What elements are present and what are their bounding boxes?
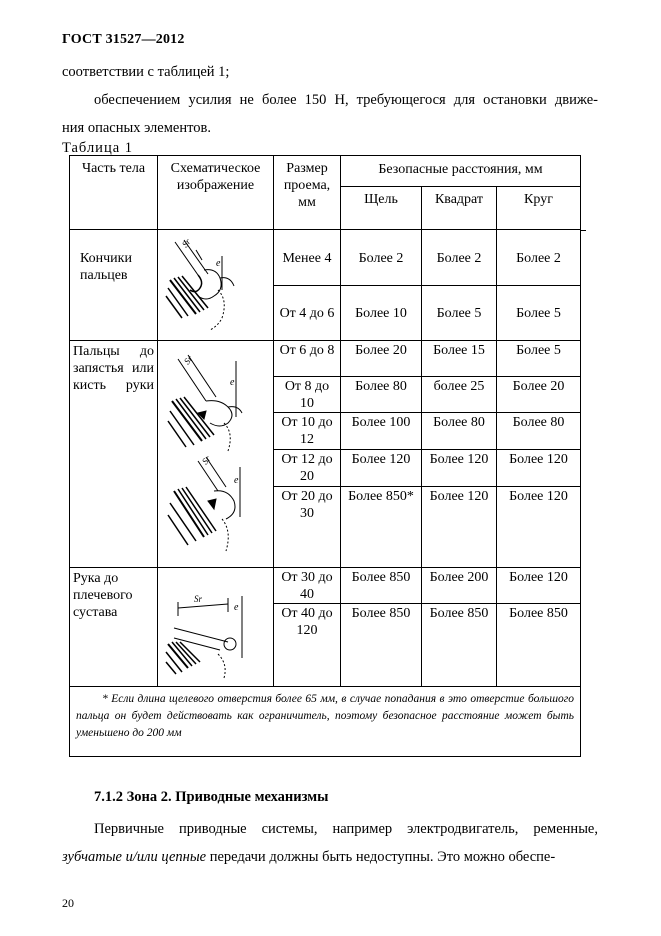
slot-cell: Более 80 (341, 377, 422, 413)
circle-cell: Более 120 (497, 450, 581, 486)
slot-cell: Более 20 (341, 341, 422, 377)
paragraph-line (62, 843, 598, 871)
header-scheme: Схематическое изображение (158, 156, 274, 230)
table-rule-extension (580, 230, 586, 231)
slot-cell: Более 120 (341, 450, 422, 486)
circle-cell: Более 2 (497, 230, 581, 286)
footnote-text: * Если длина щелевого отверстия более 65 мм, в случае попадания в это отверстие большого пальца он будет действовать как ограничитель, поэтому безопасное расстояние может быть уменьшено до 200 мм (76, 693, 575, 739)
square-cell: Более 120 (422, 486, 497, 567)
safety-distance-table (69, 155, 581, 757)
page-number: 20 (62, 896, 74, 910)
size-cell: От 20 до 30 (274, 486, 341, 567)
slot-cell: Более 850* (341, 486, 422, 567)
slot-cell: Более 850 (341, 604, 422, 687)
fig-label-e: e (234, 475, 239, 486)
size-cell: От 4 до 6 (274, 286, 341, 341)
square-cell: Более 200 (422, 568, 497, 604)
body-part-hand: Пальцы до запястья или кисть руки (70, 341, 158, 568)
header-square: Квадрат (422, 187, 497, 230)
circle-cell: Более 120 (497, 568, 581, 604)
paragraph-line: ния опасных элементов. (62, 120, 211, 136)
circle-cell: Более 20 (497, 377, 581, 413)
square-cell: Более 2 (422, 230, 497, 286)
size-cell: От 30 до 40 (274, 568, 341, 604)
square-cell: Более 5 (422, 286, 497, 341)
size-cell: От 40 до 120 (274, 604, 341, 687)
circle-cell: Более 120 (497, 486, 581, 567)
fingertip-scheme-icon (158, 230, 274, 338)
size-cell: От 6 до 8 (274, 341, 341, 377)
paragraph-line: обеспечением усилия не более 150 Н, требующегося для остановки движе- (94, 92, 598, 108)
circle-cell: Более 5 (497, 341, 581, 377)
paragraph-text: передачи должны быть недоступны. Это можно обеспе- (206, 849, 556, 865)
square-cell: Более 120 (422, 450, 497, 486)
table-caption: Таблица 1 (62, 140, 134, 156)
table-footnote (70, 687, 581, 757)
fig-label-e: e (230, 377, 235, 388)
circle-cell: Более 5 (497, 286, 581, 341)
fig-cell (158, 341, 274, 568)
document-header: ГОСТ 31527—2012 (62, 32, 185, 47)
arm-scheme-icon (158, 568, 274, 686)
square-cell: более 25 (422, 377, 497, 413)
square-cell: Более 15 (422, 341, 497, 377)
fig-label-sr: Sr (194, 594, 203, 604)
fig-label-e: e (234, 602, 239, 613)
header-slot: Щель (341, 187, 422, 230)
fig-cell (158, 230, 274, 341)
header-circle: Круг (497, 187, 581, 230)
square-cell: Более 850 (422, 604, 497, 687)
slot-cell: Более 100 (341, 413, 422, 450)
size-cell: От 12 до 20 (274, 450, 341, 486)
slot-cell: Более 2 (341, 230, 422, 286)
paragraph-line: соответствии с таблицей 1; (62, 64, 230, 80)
size-cell: Менее 4 (274, 230, 341, 286)
fig-label-sr: Sr (199, 453, 213, 467)
slot-cell: Более 850 (341, 568, 422, 604)
body-part-arm: Рука до плечевого сустава (70, 568, 158, 687)
section-title: 7.1.2 Зона 2. Приводные механизмы (94, 789, 329, 805)
circle-cell: Более 80 (497, 413, 581, 450)
fig-cell (158, 568, 274, 687)
fig-label-e: e (216, 258, 221, 269)
size-cell: От 8 до 10 (274, 377, 341, 413)
italic-phrase: зубчатые и/или цепные (62, 849, 207, 865)
square-cell: Более 80 (422, 413, 497, 450)
header-safe-distances: Безопасные расстояния, мм (341, 156, 581, 187)
body-part-fingertips: Кончики пальцев (70, 230, 158, 341)
slot-cell: Более 10 (341, 286, 422, 341)
fig-label-sr: Sr (179, 236, 193, 250)
fig-label-sr: Sr (181, 353, 195, 367)
header-opening: Размер проема, мм (274, 156, 341, 230)
header-body-part: Часть тела (70, 156, 158, 230)
size-cell: От 10 до 12 (274, 413, 341, 450)
circle-cell: Более 850 (497, 604, 581, 687)
paragraph-line: Первичные приводные системы, например электродвигатель, ременные, (94, 821, 598, 837)
hand-scheme-icon (158, 341, 274, 567)
